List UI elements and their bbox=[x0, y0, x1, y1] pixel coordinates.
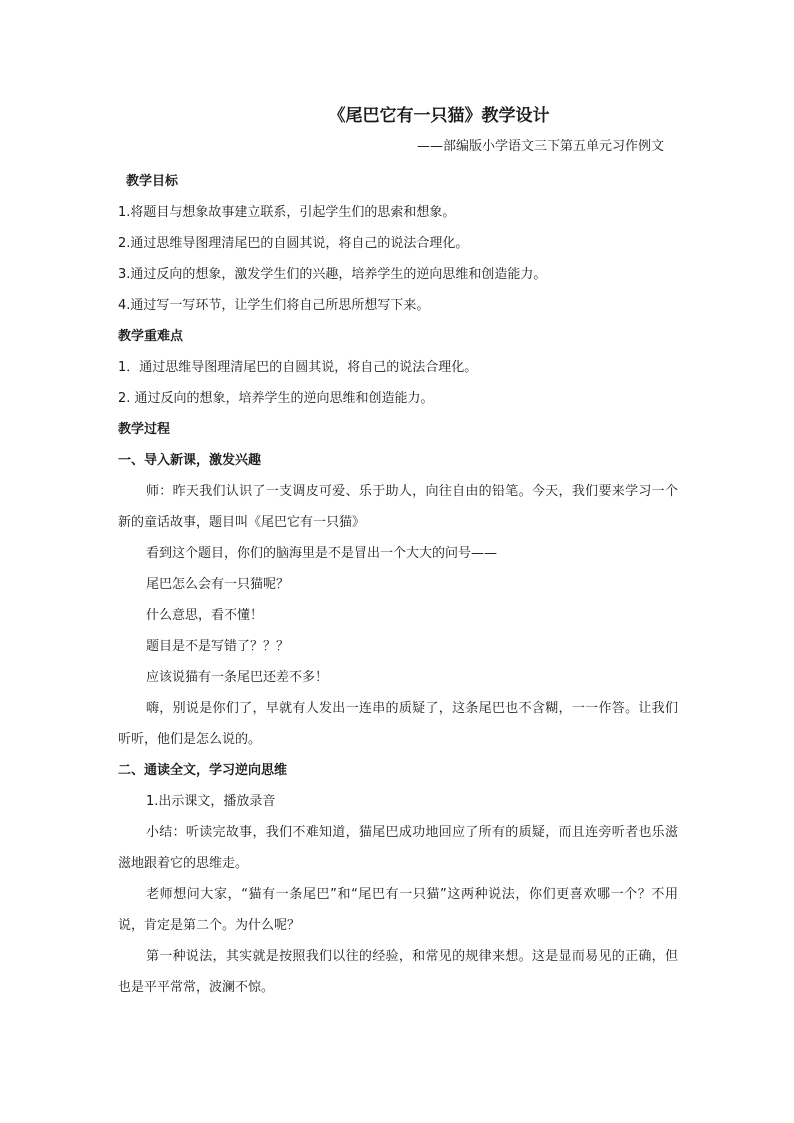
part1-heading: 一、导入新课，激发兴趣 bbox=[118, 453, 262, 468]
paragraph: 师：昨天我们认识了一支调皮可爱、乐于助人，向往自由的铅笔。今天，我们要来学习一个新的童话故事，题目叫《尾巴它有一只猫》 bbox=[118, 484, 678, 530]
key-points-heading: 教学重难点 bbox=[118, 329, 184, 344]
goal-item: 1.将题目与想象故事建立联系，引起学生们的思索和想象。 bbox=[118, 205, 456, 220]
process-heading: 教学过程 bbox=[118, 422, 171, 437]
paragraph: 题目是不是写错了？？？ bbox=[146, 639, 290, 654]
document-page bbox=[118, 100, 678, 1003]
document-subtitle: ——部编版小学语文三下第五单元习作例文 bbox=[416, 139, 664, 154]
goals-heading: 教学目标 bbox=[126, 174, 179, 189]
paragraph: 嗨，别说是你们了，早就有人发出一连串的质疑了，这条尾巴也不含糊，一一作答。让我们听听，他们是怎么说的。 bbox=[118, 701, 678, 747]
paragraph: 尾巴怎么会有一只猫呢？ bbox=[146, 577, 290, 592]
paragraph: 应该说猫有一条尾巴还差不多！ bbox=[146, 670, 329, 685]
document-title: 《尾巴它有一只猫》教学设计 bbox=[328, 106, 550, 126]
paragraph: 小结：听读完故事，我们不难知道，猫尾巴成功地回应了所有的质疑，而且连旁听者也乐滋滋地跟着它的思维走。 bbox=[118, 825, 678, 871]
paragraph: 第一种说法，其实就是按照我们以往的经验，和常见的规律来想。这是显而易见的正确，但也是平平常常，波澜不惊。 bbox=[118, 949, 678, 995]
goal-item: 4.通过写一写环节，让学生们将自己所思所想写下来。 bbox=[118, 298, 430, 313]
goal-item: 3.通过反向的想象，激发学生们的兴趣，培养学生的逆向思维和创造能力。 bbox=[118, 267, 547, 282]
paragraph: 1.出示课文，播放录音 bbox=[146, 794, 276, 809]
key-point-item: 2. 通过反向的想象，培养学生的逆向思维和创造能力。 bbox=[118, 391, 434, 406]
goal-item: 2.通过思维导图理清尾巴的自圆其说，将自己的说法合理化。 bbox=[118, 236, 469, 251]
paragraph: 老师想问大家，“猫有一条尾巴”和“尾巴有一只猫”这两种说法，你们更喜欢哪一个？不用说，肯定是第二个。为什么呢？ bbox=[118, 887, 678, 933]
key-point-item: 1．通过思维导图理清尾巴的自圆其说，将自己的说法合理化。 bbox=[118, 360, 478, 375]
part2-heading: 二、通读全文，学习逆向思维 bbox=[118, 763, 288, 778]
paragraph: 看到这个题目，你们的脑海里是不是冒出一个大大的问号—— bbox=[146, 546, 498, 561]
paragraph: 什么意思，看不懂！ bbox=[146, 608, 264, 623]
